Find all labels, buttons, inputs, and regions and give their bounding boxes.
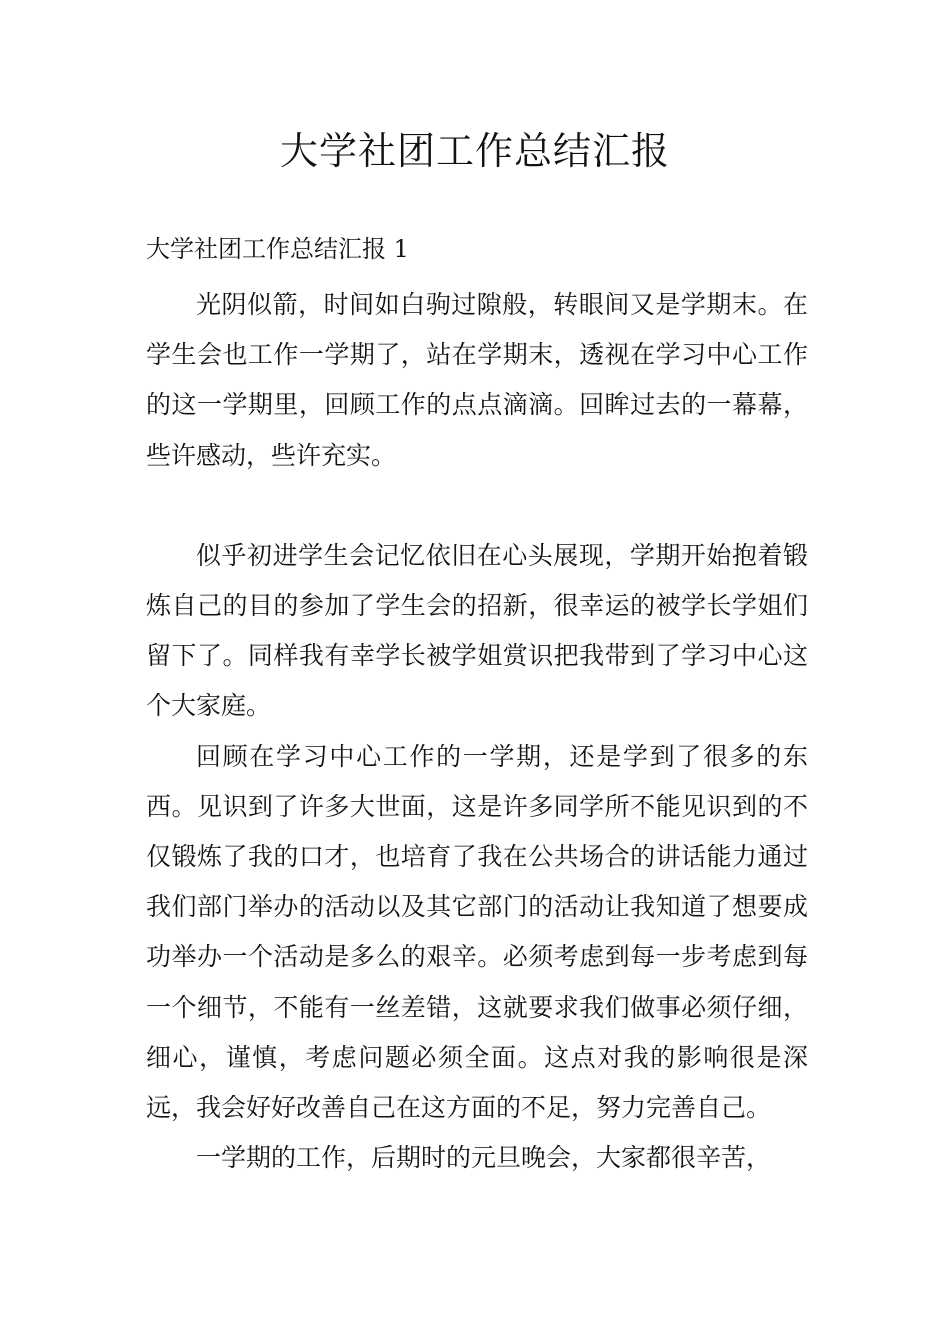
paragraph-3: 回顾在学习中心工作的一学期，还是学到了很多的东西。见识到了许多大世面，这是许多同学所不能见识到的不仅锻炼了我的口才，也培育了我在公共场合的讲话能力通过我们部门举办的活动以及其它部门的活动让我知道了想要成功举办一个活动是多么的艰辛。必须考虑到每一步考虑到每一个细节，不能有一丝差错，这就要求我们做事必须仔细，细心，谨慎，考虑问题必须全面。这点对我的影响很是深远，我会好好改善自己在这方面的不足，努力完善自己。 <box>146 741 808 1123</box>
section-heading: 大学社团工作总结汇报 1 <box>146 235 409 263</box>
paragraph-2: 似乎初进学生会记忆依旧在心头展现，学期开始抱着锻炼自己的目的参加了学生会的招新，很幸运的被学长学姐们留下了。同样我有幸学长被学姐赏识把我带到了学习中心这个大家庭。 <box>146 540 808 721</box>
document-body <box>146 230 808 1183</box>
document-title: 大学社团工作总结汇报 <box>279 129 670 173</box>
paragraph-4: 一学期的工作，后期时的元旦晚会，大家都很辛苦， <box>196 1143 772 1173</box>
paragraph-1: 光阴似箭，时间如白驹过隙般，转眼间又是学期末。在学生会也工作一学期了，站在学期末，透视在学习中心工作的这一学期里，回顾工作的点点滴滴。回眸过去的一幕幕，些许感动，些许充实。 <box>146 290 808 470</box>
